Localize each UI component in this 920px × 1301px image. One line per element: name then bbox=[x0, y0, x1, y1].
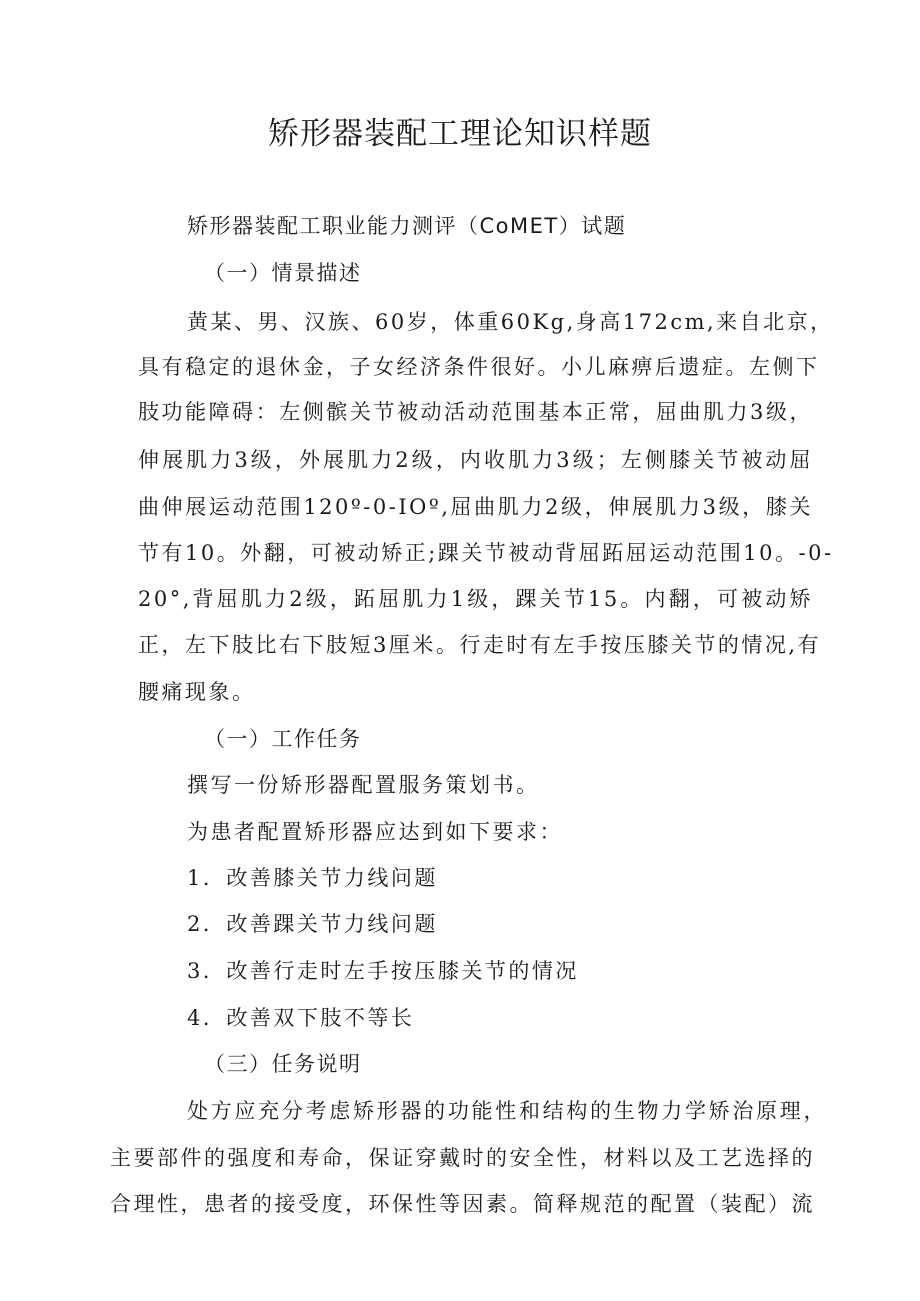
notes-line: 合理性，患者的接受度，环保性等因素。简释规范的配置（装配）流 bbox=[110, 1192, 815, 1216]
scenario-line: 腰痛现象。 bbox=[138, 680, 256, 704]
requirements-intro: 为患者配置矫形器应达到如下要求： bbox=[187, 820, 563, 844]
exam-subtitle: 矫形器装配工职业能力测评（CoMET）试题 bbox=[187, 214, 627, 238]
requirement-item: 4．改善双下肢不等长 bbox=[187, 1006, 415, 1030]
requirement-item: 2．改善踝关节力线问题 bbox=[187, 912, 438, 936]
task-statement: 撰写一份矫形器配置服务策划书。 bbox=[187, 773, 540, 797]
scenario-line: 具有稳定的退休金，子女经济条件很好。小儿麻痹后遗症。左侧下 bbox=[138, 355, 820, 379]
scenario-line: 曲伸展运动范围120º-0-IOº,屈曲肌力2级，伸展肌力3级，膝关 bbox=[138, 495, 813, 519]
scenario-line: 伸展肌力3级，外展肌力2级，内收肌力3级；左侧膝关节被动屈 bbox=[138, 448, 813, 472]
requirement-item: 1．改善膝关节力线问题 bbox=[187, 866, 438, 890]
scenario-line: 20°,背屈肌力2级，跖屈肌力1级，踝关节15。内翻，可被动矫 bbox=[138, 587, 813, 611]
section-heading-notes: （三）任务说明 bbox=[204, 1052, 362, 1076]
requirement-item: 3．改善行走时左手按压膝关节的情况 bbox=[187, 959, 579, 983]
notes-line: 处方应充分考虑矫形器的功能性和结构的生物力学矫治原理， bbox=[187, 1099, 827, 1123]
scenario-line: 肢功能障碍：左侧髌关节被动活动范围基本正常，屈曲肌力3级， bbox=[138, 400, 813, 424]
section-heading-task: （一）工作任务 bbox=[204, 727, 362, 751]
notes-line: 主要部件的强度和寿命，保证穿戴时的安全性，材料以及工艺选择的 bbox=[110, 1146, 815, 1170]
scenario-line: 节有10。外翻，可被动矫正;踝关节被动背屈跖屈运动范围10。-0- bbox=[138, 541, 834, 565]
scenario-line: 正，左下肢比右下肢短3厘米。行走时有左手按压膝关节的情况,有 bbox=[138, 633, 822, 657]
page-title: 矫形器装配工理论知识样题 bbox=[268, 116, 652, 152]
section-heading-scenario: （一）情景描述 bbox=[204, 261, 362, 285]
scenario-line: 黄某、男、汉族、60岁，体重60Kg,身高172cm,来自北京， bbox=[187, 310, 834, 334]
